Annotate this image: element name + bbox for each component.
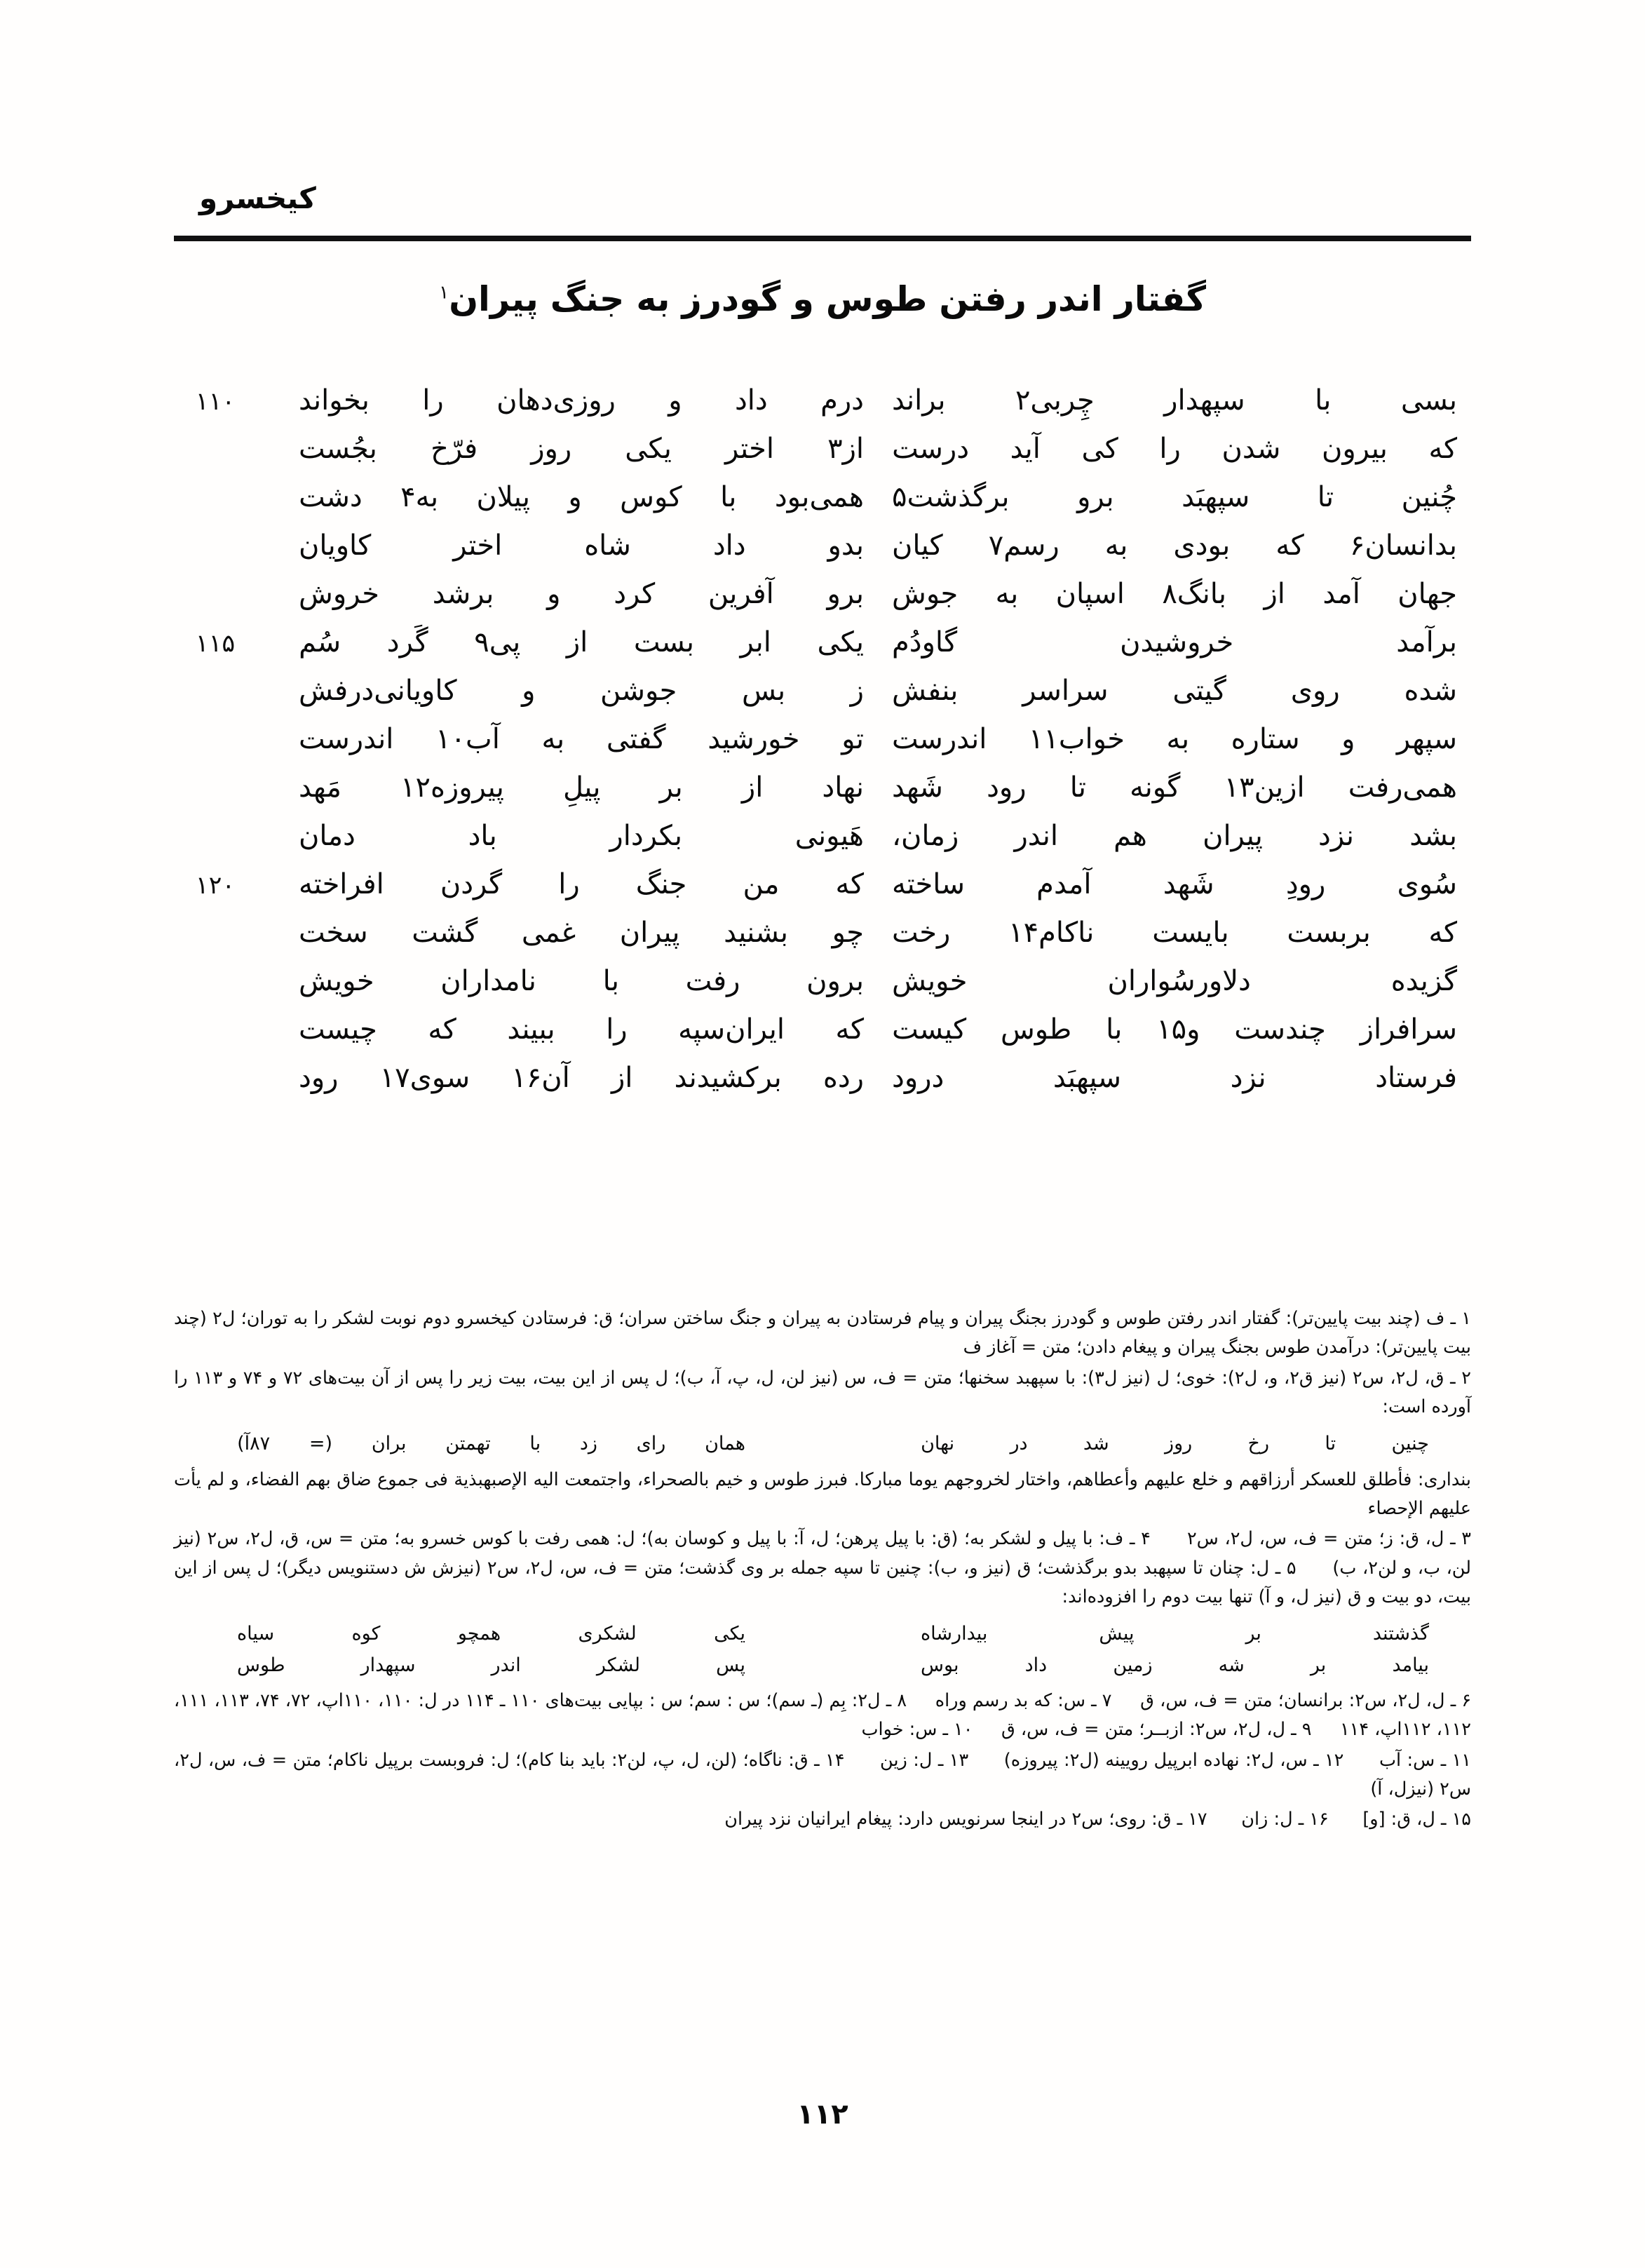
- verse-number: [174, 455, 257, 458]
- footnote-14: ۱۴ ـ ق: ناگاه؛ (لن، ل، پ، لن۲: باید بنا کام)؛ ل: فروبست برپیل ناکام؛ متن = ف، س، ل۲، س۲ (نیزل، آ): [174, 1749, 1471, 1800]
- header-rule: [174, 236, 1471, 241]
- bondari-arabic-text: فأطلق للعسکر أرزاقهم و خلع علیهم وأعطاهم، واختار لخروجهم یوما مبارکا. فبرز طوس و خیم بالصحراء، واجتمعت الیه الإصبهبذیة فی جموع ضاق بهم الفضاء، و لم یأت علیهم الإحصاء: [174, 1469, 1471, 1519]
- footnote-4: ۴ ـ ف: با پیل و لشکر به؛ (ق: با پیل پرهن؛ ل، آ: با پیل و کوسان به)؛ ل: همی رفت با کوس خسرو به؛ متن = س، ق، ل۲، س۲ (نیز لن، ب، و لن۲، ب): [174, 1528, 1471, 1579]
- bondari-label: بنداری:: [1417, 1469, 1472, 1490]
- footnote-1: ۱ ـ ف (چند بیت پایین‌تر): گفتار اندر رفتن طوس و گودرز بجنگ پیران و پیام فرستادن به پیران و جنگ ساختن سران؛ ق: فرستادن کیخسرو دوم نوبت لشکر را به توران؛ ل۲ (چند بیت پایین‌تر): درآمدن طوس بجنگ پیران و پیغام دادن؛ متن = آغاز ف: [174, 1308, 1471, 1358]
- footnote-3: ۳ ـ ل، ق: ز؛ متن = ف، س، ل۲، س۲: [1186, 1528, 1471, 1550]
- page-number: ۱۱۲: [797, 2098, 848, 2131]
- bondari-quote: [174, 1466, 1471, 1524]
- verse-row: [174, 384, 1471, 433]
- hemistich-left: سپهر و ستاره به خواب۱۱ اندرست: [892, 723, 1457, 755]
- verse-number: [174, 600, 257, 603]
- footnote-15-17-line: [174, 1805, 1471, 1834]
- verse-row: [174, 529, 1471, 578]
- footnote-16: ۱۶ ـ ل: زان: [1241, 1809, 1329, 1830]
- running-head: [174, 181, 1471, 215]
- footnote-12: ۱۲ ـ س، ل۲: نهاده ابرپیل رویینه (ل۲: پیروزه): [1003, 1749, 1344, 1771]
- verse-number: ۱۱۰: [195, 388, 236, 416]
- hemistich-right: بدو داد شاه اختر کاویان: [299, 529, 864, 562]
- hemistich-right: یکی ابر بست از پی۹ گَرد سُم: [299, 626, 864, 659]
- footnote-7: ۷ ـ س: که بد رسم وراه: [935, 1690, 1112, 1712]
- footnote-13: ۱۳ ـ ل: زین: [880, 1749, 969, 1771]
- hemistich-left: بسی با سپهدار چِربی۲ براند: [892, 384, 1457, 417]
- hemistich-left: سرافراز چندست و۱۵ با طوس کیست: [892, 1013, 1457, 1046]
- inset-hemistich-left: چنین تا رخ روز شد در نهان: [921, 1433, 1429, 1455]
- verse-number: [174, 939, 257, 942]
- inset-couplet-row: [174, 1650, 1471, 1682]
- verse-number: [174, 504, 257, 506]
- inset-hemistich-right: پس لشکر اندر سپهدار طوس: [237, 1654, 745, 1676]
- verse-number: [174, 697, 257, 700]
- inset-hemistich-right: همان رای زد با تهمتن بران (= ۸۷آ): [237, 1433, 745, 1455]
- section-title-footnote-marker: ۱: [439, 281, 449, 304]
- section-title: [174, 279, 1471, 320]
- verse-block: [174, 384, 1471, 1110]
- verse-row: [174, 578, 1471, 626]
- inset-hemistich-left: گذشتند بر پیش بیدارشاه: [921, 1623, 1429, 1645]
- hemistich-right: نهاد از بر پیلِ پیروزه۱۲ مَهد: [299, 771, 864, 804]
- verse-number: ۱۱۵: [195, 630, 236, 658]
- footnote-6: ۶ ـ ل، ل۲، س۲: برانسان؛ متن = ف، س، ق: [1140, 1690, 1472, 1712]
- hemistich-left: که بیرون شدن را کی آید درست: [892, 433, 1457, 465]
- hemistich-left: جهان آمد از بانگ۸ اسپان به جوش: [892, 578, 1457, 610]
- hemistich-right: رده برکشیدند از آن۱۶ سوی۱۷ رود: [299, 1062, 864, 1094]
- footnote-8: ۸ ـ ل۲: بِم (ـ سم)؛ س : سم؛ س : بپایی بیت‌های ۱۱۰ ـ ۱۱۴ در ل: ۱۱۰، ۱۱۰اپ، ۷۲، ۷۴، ۱۱۳، ۱۱۱، ۱۱۲، ۱۱۲اپ، ۱۱۴: [174, 1690, 1471, 1741]
- hemistich-right: که من جنگ را گردن افراخته: [299, 868, 864, 900]
- hemistich-left: فرستاد نزد سپهبَد درود: [892, 1062, 1457, 1094]
- verse-row: [174, 771, 1471, 820]
- verse-row: [174, 675, 1471, 723]
- footnote-10: ۱۰ ـ س: خواب: [861, 1719, 973, 1741]
- inset-couplet-row: [174, 1619, 1471, 1650]
- hemistich-right: هَیونی بکردار باد دمان: [299, 820, 864, 852]
- hemistich-left: همی‌رفت ازین۱۳ گونه تا رود شَهد: [892, 771, 1457, 804]
- critical-apparatus: [174, 1304, 1471, 1836]
- hemistich-right: همی‌بود با کوس و پیلان به۴ دشت: [299, 481, 864, 513]
- footnote-17: ۱۷ ـ ق: روی؛ س۲ در اینجا سرنویس دارد: پیغام ایرانیان نزد پیران: [724, 1809, 1207, 1830]
- inset-couplets-bottom: [174, 1619, 1471, 1681]
- footnote-9: ۹ ـ ل، ل۲، س۲: ازبــر؛ متن = ف، س، ق: [1001, 1719, 1312, 1741]
- hemistich-left: سُوی رودِ شَهد آمدم ساخته: [892, 868, 1457, 900]
- hemistich-right: درم داد و روزی‌دهان را بخواند: [299, 384, 864, 417]
- verse-number: [174, 745, 257, 748]
- footnote-5: ۵ ـ ل: چنان تا سپهبد بدو برگذشت؛ ق (نیز و، ب): چنین تا سپه جمله بر وی گذشت؛ متن = ف، س، ل۲، س۲ (نیزش ش دستنویس دیگر)؛ ل پس از این بیت، دو بیت و ق (نیز ل، و آ) تنها بیت دوم را افزوده‌اند:: [174, 1557, 1471, 1607]
- hemistich-left: برآمد خروشیدن گاودُم: [892, 626, 1457, 659]
- inset-hemistich-right: یکی لشکری همچو کوه سیاه: [237, 1623, 745, 1645]
- verse-number: [174, 987, 257, 990]
- verse-number: [174, 552, 257, 555]
- hemistich-right: از۳ اختر یکی روز فرّخ بجُست: [299, 433, 864, 465]
- verse-row: [174, 868, 1471, 917]
- verse-number: [174, 794, 257, 797]
- hemistich-right: برو آفرین کرد و برشد خروش: [299, 578, 864, 610]
- inset-hemistich-left: بیامد بر شه زمین داد بوس: [921, 1654, 1429, 1676]
- verse-row: [174, 917, 1471, 965]
- verse-row: [174, 433, 1471, 481]
- hemistich-left: چُنین تا سپهبَد برو برگذشت۵: [892, 481, 1457, 513]
- verse-row: [174, 723, 1471, 771]
- hemistich-right: برون رفت با نامداران خویش: [299, 965, 864, 997]
- hemistich-left: که بربست بایست ناکام۱۴ رخت: [892, 917, 1457, 949]
- footnote-6-7-8-line: [174, 1687, 1471, 1745]
- hemistich-left: گزیده دلاورسُواران خویش: [892, 965, 1457, 997]
- footnote-15: ۱۵ ـ ل، ق: [و]: [1362, 1809, 1471, 1830]
- verse-row: [174, 1013, 1471, 1062]
- verse-row: [174, 626, 1471, 675]
- footnote-3-4-5-line: [174, 1525, 1471, 1612]
- verse-row: [174, 1062, 1471, 1110]
- verse-number: ۱۲۰: [195, 872, 236, 900]
- verse-number: [174, 842, 257, 845]
- hemistich-left: شده روی گیتی سراسر بنفش: [892, 675, 1457, 707]
- inset-couplets-top: [174, 1429, 1471, 1460]
- hemistich-right: که ایران‌سپه را ببیند که چیست: [299, 1013, 864, 1046]
- inset-couplet-row: [174, 1429, 1471, 1460]
- footnote-11: ۱۱ ـ س: آب: [1379, 1749, 1472, 1771]
- hemistich-right: ز بس جوشن و کاویانی‌درفش: [299, 675, 864, 707]
- verse-number: [174, 1084, 257, 1087]
- hemistich-right: چو بشنید پیران غمی گشت سخت: [299, 917, 864, 949]
- running-head-title: کیخسرو: [199, 181, 316, 215]
- verse-row: [174, 965, 1471, 1013]
- hemistich-left: بشد نزد پیران هم اندر زمان،: [892, 820, 1457, 852]
- footnote-11-13-line: [174, 1746, 1471, 1804]
- verse-row: [174, 481, 1471, 529]
- verse-number: [174, 1036, 257, 1039]
- footnote-2: ۲ ـ ق، ل۲، س۲ (نیز ق۲، و، ل۲): خوی؛ ل (نیز ل۳): با سپهبد سخنها؛ متن = ف، س (نیز لن، ل، پ، آ، ب)؛ ل پس از این بیت، بیت زیر را پس از آن بیت‌های ۷۲ و ۷۴ و ۱۱۳ را آورده است:: [174, 1367, 1471, 1417]
- hemistich-right: تو خورشید گفتی به آب۱۰ اندرست: [299, 723, 864, 755]
- section-title-text: گفتار اندر رفتن طوس و گودرز به جنگ پیران: [449, 279, 1206, 319]
- verse-row: [174, 820, 1471, 868]
- hemistich-left: بدانسان۶ که بودی به رسم۷ کیان: [892, 529, 1457, 562]
